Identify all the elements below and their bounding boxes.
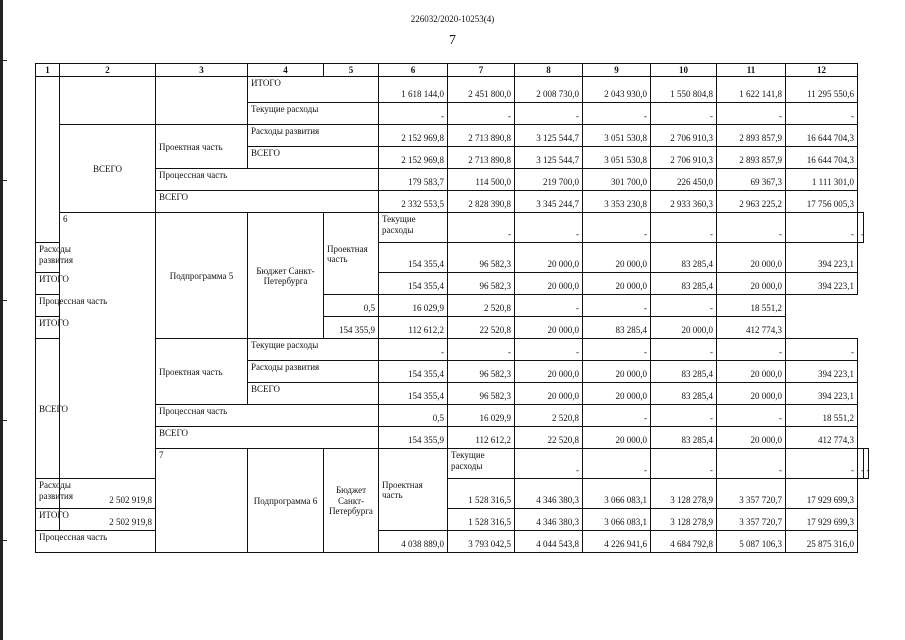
itogo-label: ИТОГО (36, 509, 60, 531)
page-number: 7 (449, 33, 456, 48)
value-cell: 16 644 704,3 (786, 147, 858, 169)
value-cell: - (651, 103, 717, 125)
value-cell: 20 000,0 (583, 427, 651, 449)
value-cell: 20 000,0 (583, 383, 651, 405)
value-cell: 412 774,3 (786, 427, 858, 449)
column-header: 9 (583, 64, 651, 77)
value-cell: 3 066 083,1 (583, 509, 651, 531)
value-cell: 2 520,8 (515, 405, 583, 427)
table-row (36, 339, 869, 361)
value-cell: 83 285,4 (651, 383, 717, 405)
vsego-label: ВСЕГО (36, 339, 60, 479)
value-cell: 1 528 316,5 (448, 479, 515, 509)
value-cell: 16 029,9 (379, 295, 448, 317)
value-cell: - (583, 295, 651, 317)
column-header: 12 (786, 64, 858, 77)
column-header: 1 (36, 64, 60, 77)
process-part-label: Процессная часть (36, 531, 156, 553)
value-cell: 154 355,9 (324, 317, 379, 339)
value-cell: 2 713 890,8 (448, 147, 515, 169)
value-cell: - (515, 449, 583, 479)
value-cell: 2 713 890,8 (448, 125, 515, 147)
value-cell: 226 450,0 (651, 169, 717, 191)
value-cell: - (717, 449, 786, 479)
value-cell: 20 000,0 (717, 427, 786, 449)
vsego-label: ВСЕГО (248, 383, 379, 405)
value-cell: 2 451 800,0 (448, 77, 515, 103)
development-expenses-label: Расходы развития (36, 243, 60, 273)
column-header: 8 (515, 64, 583, 77)
value-cell: 20 000,0 (717, 273, 786, 295)
budget-source-label: Бюджет Санкт-Петербурга (248, 213, 324, 339)
row-number: 7 (156, 449, 248, 553)
column-header-row (36, 64, 869, 77)
project-part-label: Проектная часть (379, 449, 448, 531)
value-cell: 18 551,2 (786, 405, 858, 427)
value-cell: 96 582,3 (448, 383, 515, 405)
value-cell: - (717, 405, 786, 427)
project-part-label: Проектная часть (156, 339, 248, 405)
value-cell: - (651, 339, 717, 361)
value-cell: 20 000,0 (515, 383, 583, 405)
value-cell: 17 929 699,3 (786, 509, 858, 531)
table-row (36, 427, 869, 449)
value-cell: 20 000,0 (651, 317, 717, 339)
value-cell: 154 355,9 (379, 427, 448, 449)
value-cell: - (583, 103, 651, 125)
value-cell: 3 128 278,9 (651, 509, 717, 531)
value-cell: 11 295 550,6 (786, 77, 858, 103)
value-cell: 20 000,0 (717, 383, 786, 405)
table-row (36, 169, 869, 191)
value-cell: 0,5 (324, 295, 379, 317)
value-cell: 20 000,0 (583, 273, 651, 295)
value-cell: 3 125 544,7 (515, 125, 583, 147)
value-cell: 16 029,9 (448, 405, 515, 427)
value-cell: 394 223,1 (786, 383, 858, 405)
value-cell: 219 700,0 (515, 169, 583, 191)
value-cell: - (717, 213, 786, 243)
vsego-label: ВСЕГО (248, 147, 379, 169)
value-cell: - (515, 213, 583, 243)
process-part-label: Процессная часть (36, 295, 156, 317)
value-cell: 394 223,1 (786, 243, 858, 273)
development-expenses-label: Расходы развития (248, 361, 379, 383)
value-cell: 412 774,3 (717, 317, 786, 339)
value-cell: - (858, 213, 864, 243)
column-header: 2 (60, 64, 156, 77)
value-cell: 20 000,0 (583, 361, 651, 383)
value-cell: 3 353 230,8 (583, 191, 651, 213)
value-cell: 20 000,0 (515, 361, 583, 383)
vsego-label: ВСЕГО (60, 125, 156, 213)
value-cell: 3 357 720,7 (717, 479, 786, 509)
value-cell: 2 502 919,8 (60, 509, 156, 531)
subprogram-6-label: Подпрограмма 6 (248, 449, 324, 553)
value-cell: - (651, 213, 717, 243)
value-cell: 20 000,0 (515, 273, 583, 295)
value-cell: 83 285,4 (651, 361, 717, 383)
value-cell: 16 644 704,3 (786, 125, 858, 147)
value-cell: 4 346 380,3 (515, 509, 583, 531)
value-cell: - (448, 213, 515, 243)
value-cell: 2 520,8 (448, 295, 515, 317)
value-cell: 22 520,8 (515, 427, 583, 449)
row-number: 6 (60, 213, 156, 479)
value-cell: 1 111 301,0 (786, 169, 858, 191)
table-row (36, 191, 869, 213)
value-cell: 4 038 889,0 (379, 531, 448, 553)
value-cell: - (448, 103, 515, 125)
budget-source-label: Бюджет Санкт-Петербурга (324, 449, 379, 553)
value-cell: 394 223,1 (786, 361, 858, 383)
process-part-label: Процессная часть (156, 405, 379, 427)
table-row (36, 125, 869, 147)
value-cell: - (515, 339, 583, 361)
value-cell: 301 700,0 (583, 169, 651, 191)
value-cell: 3 051 530,8 (583, 125, 651, 147)
value-cell: 96 582,3 (448, 243, 515, 273)
value-cell: 3 793 042,5 (448, 531, 515, 553)
value-cell: - (448, 339, 515, 361)
value-cell: - (786, 103, 858, 125)
value-cell: 3 345 244,7 (515, 191, 583, 213)
table-row (36, 405, 869, 427)
value-cell: - (651, 449, 717, 479)
value-cell: 96 582,3 (448, 361, 515, 383)
value-cell: 179 583,7 (379, 169, 448, 191)
value-cell: - (583, 405, 651, 427)
value-cell: 154 355,4 (379, 361, 448, 383)
value-cell: - (786, 449, 858, 479)
value-cell: 4 044 543,8 (515, 531, 583, 553)
value-cell: 1 550 804,8 (651, 77, 717, 103)
value-cell: 18 551,2 (717, 295, 786, 317)
column-header: 3 (156, 64, 248, 77)
value-cell: 3 125 544,7 (515, 147, 583, 169)
current-expenses-label: Текущие расходы (379, 213, 448, 243)
value-cell: 69 367,3 (717, 169, 786, 191)
value-cell: 22 520,8 (448, 317, 515, 339)
value-cell: 154 355,4 (379, 243, 448, 273)
itogo-label: ИТОГО (248, 77, 379, 103)
current-expenses-label: Текущие расходы (448, 449, 515, 479)
value-cell: - (583, 339, 651, 361)
value-cell: 2 706 910,3 (651, 147, 717, 169)
subprogram-5-label: Подпрограмма 5 (156, 213, 248, 339)
value-cell: 154 355,4 (379, 383, 448, 405)
value-cell: 2 502 919,8 (60, 479, 156, 509)
column-header: 11 (717, 64, 786, 77)
value-cell: - (651, 405, 717, 427)
value-cell: - (379, 103, 448, 125)
development-expenses-label: Расходы развития (248, 125, 379, 147)
edge-tick (3, 420, 7, 421)
value-cell: 2 893 857,9 (717, 125, 786, 147)
document-id: 226032/2020-10253(4) (410, 14, 495, 24)
value-cell: - (583, 213, 651, 243)
value-cell: 2 933 360,3 (651, 191, 717, 213)
value-cell: 2 152 969,8 (379, 147, 448, 169)
value-cell: 2 706 910,3 (651, 125, 717, 147)
value-cell: 3 066 083,1 (583, 479, 651, 509)
value-cell: 2 332 553,5 (379, 191, 448, 213)
column-header: 6 (379, 64, 448, 77)
project-part-label: Проектная часть (324, 213, 379, 295)
current-expenses-label: Текущие расходы (248, 339, 379, 361)
value-cell: - (515, 103, 583, 125)
vsego-label: ВСЕГО (156, 191, 379, 213)
value-cell: - (583, 449, 651, 479)
process-part-label: Процессная часть (156, 169, 379, 191)
column-header: 7 (448, 64, 515, 77)
value-cell: 20 000,0 (515, 317, 583, 339)
value-cell: 2 043 930,0 (583, 77, 651, 103)
current-expenses-label: Текущие расходы (248, 103, 379, 125)
edge-tick (3, 300, 7, 301)
value-cell: 394 223,1 (786, 273, 858, 295)
value-cell: 2 152 969,8 (379, 125, 448, 147)
value-cell: 83 285,4 (583, 317, 651, 339)
value-cell: 17 756 005,3 (786, 191, 858, 213)
value-cell: - (786, 339, 858, 361)
value-cell: 3 051 530,8 (583, 147, 651, 169)
value-cell: 3 357 720,7 (717, 509, 786, 531)
value-cell: - (863, 449, 869, 479)
value-cell: 20 000,0 (717, 361, 786, 383)
value-cell: 1 622 141,8 (717, 77, 786, 103)
edge-tick (3, 60, 7, 61)
value-cell: 2 828 390,8 (448, 191, 515, 213)
value-cell: 20 000,0 (583, 243, 651, 273)
value-cell: 5 087 106,3 (717, 531, 786, 553)
value-cell: 25 875 316,0 (786, 531, 858, 553)
value-cell: 4 684 792,8 (651, 531, 717, 553)
value-cell: 17 929 699,3 (786, 479, 858, 509)
value-cell: 3 128 278,9 (651, 479, 717, 509)
blank-cell (156, 77, 248, 125)
itogo-label: ИТОГО (36, 273, 60, 295)
column-header: 5 (324, 64, 379, 77)
page-edge-mark (0, 0, 3, 640)
edge-tick (3, 180, 7, 181)
value-cell: - (651, 295, 717, 317)
value-cell: 1 528 316,5 (448, 509, 515, 531)
budget-table (35, 63, 869, 553)
value-cell: 4 226 941,6 (583, 531, 651, 553)
column-header: 4 (248, 64, 324, 77)
value-cell: 4 346 380,3 (515, 479, 583, 509)
value-cell: 96 582,3 (448, 273, 515, 295)
value-cell: 112 612,2 (448, 427, 515, 449)
table-row (36, 213, 869, 243)
value-cell: 0,5 (379, 405, 448, 427)
value-cell: 2 008 730,0 (515, 77, 583, 103)
development-expenses-label: Расходы развития (36, 479, 60, 509)
blank-cell (60, 77, 156, 125)
value-cell: 112 612,2 (379, 317, 448, 339)
value-cell: 154 355,4 (379, 273, 448, 295)
value-cell: 1 618 144,0 (379, 77, 448, 103)
value-cell: - (379, 339, 448, 361)
value-cell: - (717, 103, 786, 125)
value-cell: - (858, 449, 864, 479)
value-cell: 20 000,0 (717, 243, 786, 273)
vsego-label: ВСЕГО (156, 427, 379, 449)
value-cell: - (717, 339, 786, 361)
table-row (36, 449, 869, 479)
value-cell: 2 893 857,9 (717, 147, 786, 169)
value-cell: 83 285,4 (651, 427, 717, 449)
value-cell: 20 000,0 (515, 243, 583, 273)
itogo-label: ИТОГО (36, 317, 156, 339)
column-header: 10 (651, 64, 717, 77)
value-cell: 114 500,0 (448, 169, 515, 191)
value-cell: 83 285,4 (651, 273, 717, 295)
value-cell: - (786, 213, 858, 243)
table-row (36, 77, 869, 103)
row-number-cell (36, 77, 60, 243)
edge-tick (3, 540, 7, 541)
value-cell: 2 963 225,2 (717, 191, 786, 213)
project-part-label: Проектная часть (156, 125, 248, 169)
value-cell: 83 285,4 (651, 243, 717, 273)
value-cell: - (515, 295, 583, 317)
